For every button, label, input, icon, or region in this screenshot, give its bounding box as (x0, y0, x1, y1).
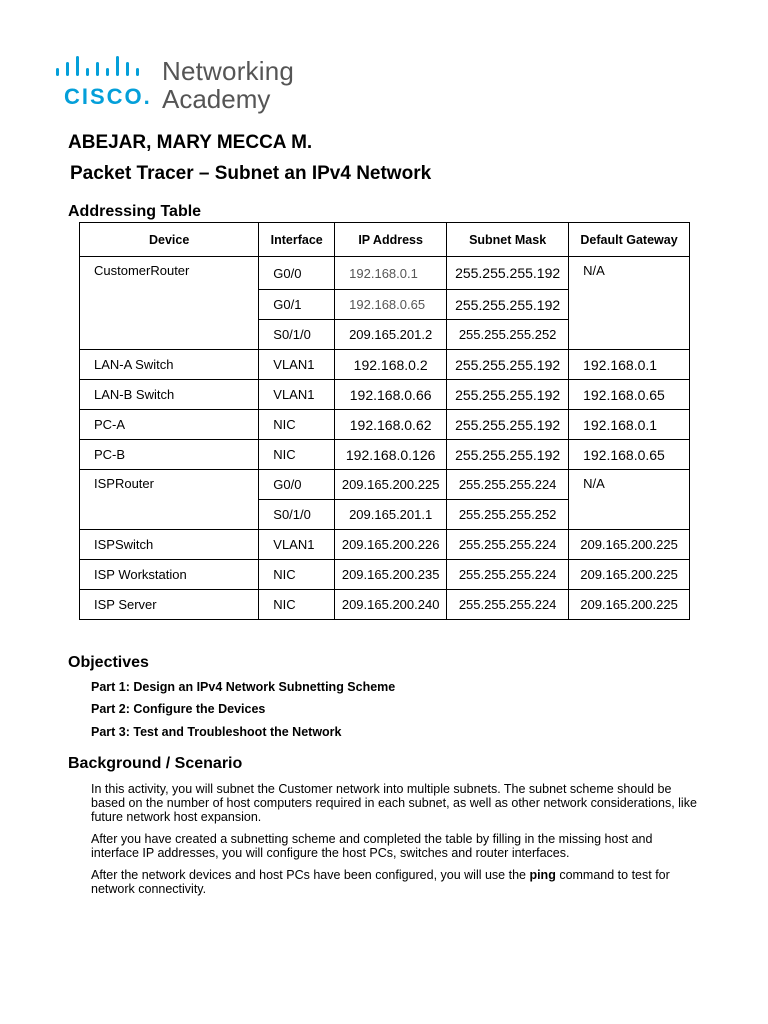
device-cell: LAN-B Switch (80, 380, 259, 410)
interface-cell: G0/0 (259, 257, 335, 290)
table-row (80, 530, 690, 560)
device-cell: ISP Workstation (80, 560, 259, 590)
table-row (80, 380, 690, 410)
gateway-cell: 209.165.200.225 (569, 590, 690, 620)
ip-cell: 209.165.200.235 (335, 560, 447, 590)
mask-cell: 255.255.255.192 (447, 380, 569, 410)
device-cell: PC-B (80, 440, 259, 470)
objective-item-part2: Part 2: Configure the Devices (91, 702, 266, 716)
interface-cell: G0/0 (259, 470, 335, 500)
header-default-gateway: Default Gateway (569, 223, 690, 257)
mask-cell: 255.255.255.252 (447, 500, 569, 530)
ip-cell: 192.168.0.2 (335, 350, 447, 380)
gateway-cell: 192.168.0.65 (569, 440, 690, 470)
logo-academy-text: Academy (162, 84, 271, 114)
ip-cell: 192.168.0.1 (335, 257, 447, 290)
table-row (80, 590, 690, 620)
ip-cell: 209.165.200.225 (335, 470, 447, 500)
gateway-cell: 209.165.200.225 (569, 530, 690, 560)
interface-cell: VLAN1 (259, 530, 335, 560)
interface-cell: VLAN1 (259, 350, 335, 380)
ip-cell: 192.168.0.126 (335, 440, 447, 470)
table-header-row (80, 223, 690, 257)
background-heading: Background / Scenario (68, 755, 243, 772)
mask-cell: 255.255.255.192 (447, 440, 569, 470)
mask-cell: 255.255.255.192 (447, 350, 569, 380)
ip-cell: 192.168.0.65 (335, 290, 447, 320)
background-paragraph-1 (91, 782, 711, 824)
ip-cell: 209.165.200.240 (335, 590, 447, 620)
table-row (80, 440, 690, 470)
table-row (80, 560, 690, 590)
background-paragraph-3 (91, 868, 711, 896)
mask-cell: 255.255.255.224 (447, 590, 569, 620)
device-cell: ISP Server (80, 590, 259, 620)
device-cell: ISPSwitch (80, 530, 259, 560)
ip-cell: 209.165.200.226 (335, 530, 447, 560)
mask-cell: 255.255.255.192 (447, 290, 569, 320)
interface-cell: VLAN1 (259, 380, 335, 410)
ping-command: ping (529, 868, 556, 882)
interface-cell: S0/1/0 (259, 500, 335, 530)
interface-cell: S0/1/0 (259, 320, 335, 350)
gateway-cell: 192.168.0.65 (569, 380, 690, 410)
gateway-cell: N/A (569, 257, 690, 350)
ip-cell: 192.168.0.66 (335, 380, 447, 410)
ip-cell: 209.165.201.2 (335, 320, 447, 350)
ip-cell: 209.165.201.1 (335, 500, 447, 530)
addressing-table (79, 222, 690, 620)
mask-cell: 255.255.255.224 (447, 470, 569, 500)
table-row (80, 410, 690, 440)
objectives-heading: Objectives (68, 654, 149, 671)
header-interface: Interface (259, 223, 335, 257)
cisco-bars-icon (54, 56, 154, 82)
background-paragraph-2 (91, 832, 711, 860)
device-cell: LAN-A Switch (80, 350, 259, 380)
mask-cell: 255.255.255.252 (447, 320, 569, 350)
device-cell: PC-A (80, 410, 259, 440)
objective-item-part1: Part 1: Design an IPv4 Network Subnetting Scheme (91, 680, 396, 694)
cisco-networking-academy-logo (54, 56, 314, 112)
paragraph-line: In this activity, you will subnet the Customer network into multiple subnets. The subnet scheme should be (91, 782, 672, 796)
mask-cell: 255.255.255.192 (447, 410, 569, 440)
logo-networking-text: Networking (162, 56, 295, 86)
gateway-cell: N/A (569, 470, 690, 530)
paragraph-line: based on the number of host computers required in each subnet, as well as other network considerations, like (91, 796, 697, 810)
header-subnet-mask: Subnet Mask (447, 223, 569, 257)
gateway-cell: 192.168.0.1 (569, 410, 690, 440)
interface-cell: NIC (259, 410, 335, 440)
gateway-cell: 192.168.0.1 (569, 350, 690, 380)
table-row (80, 257, 690, 290)
paragraph-line: interface IP addresses, you will configure the host PCs, switches and router interfaces. (91, 846, 570, 860)
header-device: Device (80, 223, 259, 257)
interface-cell: G0/1 (259, 290, 335, 320)
paragraph-line: future network host expansion. (91, 810, 262, 824)
table-row (80, 470, 690, 500)
paragraph-text: After the network devices and host PCs have been configured, you will use the (91, 868, 530, 882)
mask-cell: 255.255.255.224 (447, 560, 569, 590)
addressing-table-heading: Addressing Table (68, 203, 202, 220)
paragraph-line (91, 868, 711, 882)
interface-cell: NIC (259, 440, 335, 470)
header-ip-address: IP Address (335, 223, 447, 257)
mask-cell: 255.255.255.192 (447, 257, 569, 290)
objective-item-part3: Part 3: Test and Troubleshoot the Network (91, 725, 342, 739)
logo-cisco-text: CISCO. (64, 84, 152, 109)
page-title: Packet Tracer – Subnet an IPv4 Network (70, 163, 432, 184)
author-name: ABEJAR, MARY MECCA M. (68, 132, 313, 153)
device-cell: ISPRouter (80, 470, 259, 530)
device-cell: CustomerRouter (80, 257, 259, 350)
mask-cell: 255.255.255.224 (447, 530, 569, 560)
paragraph-line: network connectivity. (91, 882, 207, 896)
paragraph-line: After you have created a subnetting scheme and completed the table by filling in the missing host and (91, 832, 653, 846)
table-row (80, 350, 690, 380)
gateway-cell: 209.165.200.225 (569, 560, 690, 590)
paragraph-text: command to test for (555, 868, 670, 882)
ip-cell: 192.168.0.62 (335, 410, 447, 440)
interface-cell: NIC (259, 560, 335, 590)
interface-cell: NIC (259, 590, 335, 620)
